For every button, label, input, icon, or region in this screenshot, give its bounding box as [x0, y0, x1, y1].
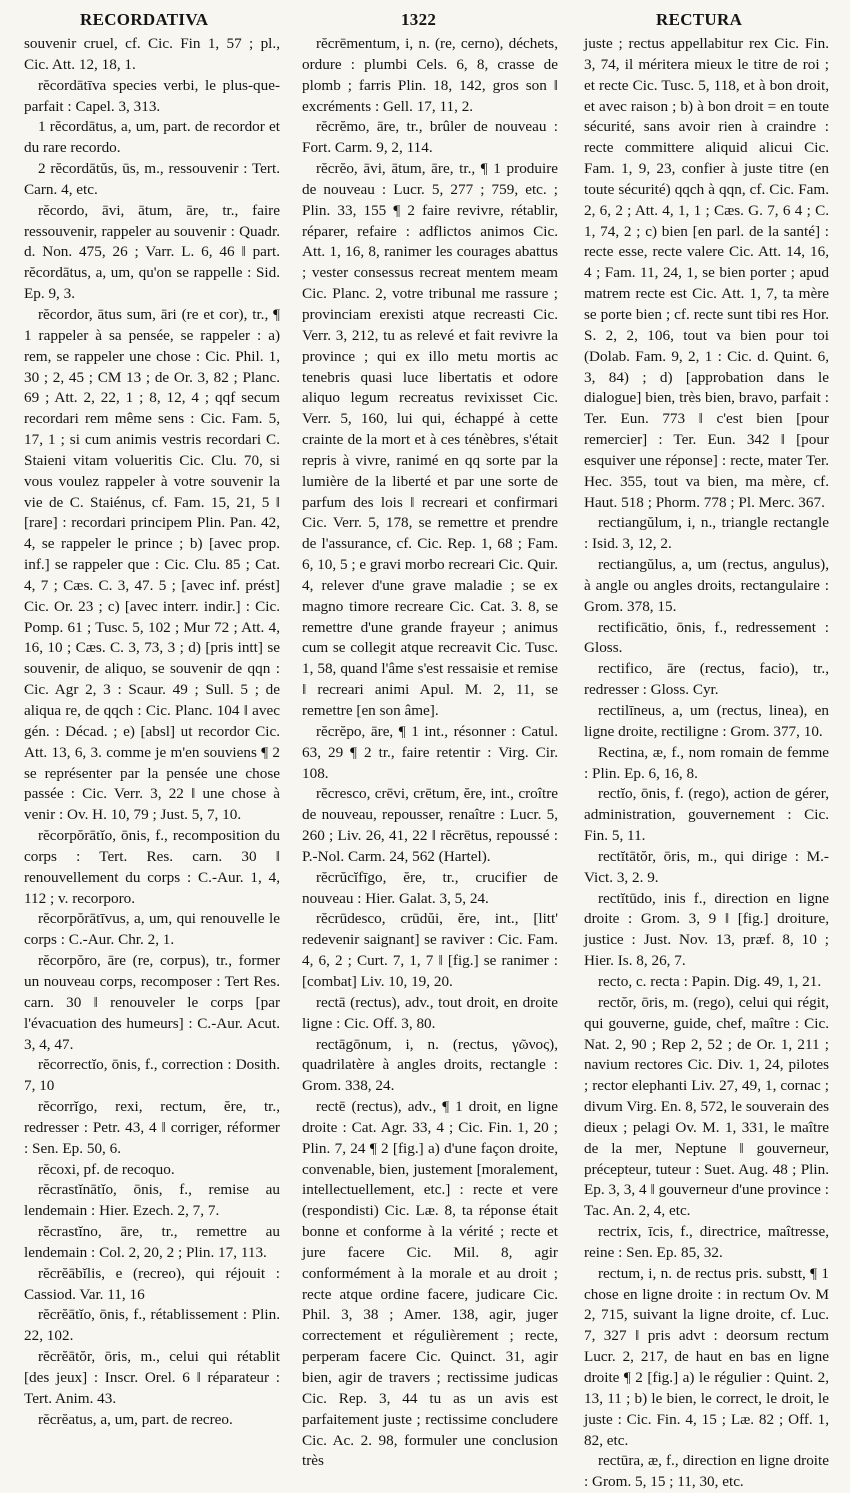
dictionary-entry: rĕcrĕātĭo, ōnis, f., rétablissement : Plin. 22, 102.: [24, 1306, 280, 1345]
header-left-catchword: RECORDATIVA: [80, 10, 209, 29]
page-number: 1322: [401, 10, 437, 29]
dictionary-entry: souvenir cruel, cf. Cic. Fin 1, 57 ; pl., Cic. Att. 12, 18, 1.: [24, 35, 280, 73]
dictionary-entry: rĕcrēmentum, i, n. (re, cerno), déchets, ordure : plumbi Cels. 6, 8, crasse de plomb ; farris Plin. 18, 142, gros son ‖ excréments : Gell. 17, 11, 2.: [302, 35, 558, 115]
dictionary-entry: rectĭtātŏr, ōris, m., qui dirige : M.-Vict. 3, 2. 9.: [584, 847, 829, 886]
dictionary-entry: rĕcrŭcĭfīgo, ĕre, tr., crucifier de nouveau : Hier. Galat. 3, 5, 24.: [302, 868, 558, 907]
dictionary-entry: rĕcorrĭgo, rexi, rectum, ĕre, tr., redresser : Petr. 43, 4 ‖ corriger, réformer : Sen. Ep. 50, 6.: [24, 1098, 280, 1157]
dictionary-entry: rectiangŭlum, i, n., triangle rectangle : Isid. 3, 12, 2.: [584, 514, 829, 553]
dictionary-entry: rĕcrastĭno, āre, tr., remettre au lendemain : Col. 2, 20, 2 ; Plin. 17, 113.: [24, 1223, 280, 1261]
dictionary-entry: rĕcorpŏro, āre (re, corpus), tr., former un nouveau corps, recomposer : Tert Res. carn. 30 ‖ renouveler le corps [par l'évacuation des humeurs] : C.-Aur. Acut. 3, 4, 47.: [24, 952, 280, 1053]
dictionary-entry: rectā (rectus), adv., tout droit, en droite ligne : Cic. Off. 3, 80.: [302, 993, 558, 1032]
dictionary-entry: Rectina, æ, f., nom romain de femme : Plin. Ep. 6, 16, 8.: [584, 743, 829, 782]
dictionary-entry: rectilīneus, a, um (rectus, linea), en ligne droite, rectiligne : Grom. 377, 10.: [584, 702, 829, 740]
dictionary-entry: rĕcrūdesco, crūdŭi, ĕre, int., [litt' redevenir saignant] se raviver : Cic. Fam. 4, 6, 2 ; Curt. 7, 1, 7 ‖ [fig.] se ranimer : [combat] Liv. 10, 19, 20.: [302, 910, 558, 990]
dictionary-entry: rectificātio, ōnis, f., redressement : Gloss.: [584, 618, 829, 657]
dictionary-entry: rĕcrĕātŏr, ōris, m., celui qui rétablit [des jeux] : Inscr. Orel. 6 ‖ réparateur : Tert. Anim. 43.: [24, 1348, 280, 1407]
dictionary-entry: rĕcorrectĭo, ōnis, f., correction : Dosith. 7, 10: [24, 1056, 280, 1095]
dictionary-entry: rĕcordor, ātus sum, āri (re et cor), tr., ¶ 1 rappeler à sa pensée, se rappeler : a) rem, se rappeler une chose : Cic. Phil. 1, 30 ; 2, 45 ; CM 13 ; de Or. 3, 82 ; Planc. 69 ; Att. 2, 22, 1 ; 8, 12, 4 ; qqf secum recordari rem même sens : Cic. Fam. 5, 17, 1 ; si cum animis vestris recordari C. Staieni vitam volueritis Cic. Clu. 70, si vous voulez rappeler à votre souvenir la vie de C. Staiénus, cf. Fam. 15, 21, 5 ‖ [rare] : recordari principem Plin. Pan. 42, 4, se rappeler le prince ; b) [avec prop. inf.] se rappeler que : Cic. Clu. 85 ; Cat. 4, 7 ; Cæs. C. 3, 47. 5 ; [avec inf. prést] Cic. Or. 23 ; c) [avec interr. indir.] : Cic. Pomp. 61 ; Tusc. 5, 102 ; Mur 72 ; Att. 4, 16, 10 ; Cæs. C. 3, 73, 3 ; d) [pris intt] se souvenir, de aliquo, se souvenir de qqn : Cic. Agr 2, 3 : Scaur. 49 ; Sull. 5 ; de aliqua re, de qqch : Cic. Planc. 104 ‖ avec gén. : Décad. ; e) [absl] ut recordor Cic. Att. 13, 6, 3. comme je m'en souviens ¶ 2 se représenter par la pensée une chose passée : Cic. Verr. 3, 22 ‖ une chose à venir : Ov. H. 10, 79 ; Just. 5, 7, 10.: [24, 305, 280, 824]
column-1: [24, 34, 280, 1428]
dictionary-entry: rectum, i, n. de rectus pris. substt, ¶ 1 chose en ligne droite : in rectum Ov. M 2, 715, suivant la ligne droite, cf. Luc. 7, 327 ‖ pris advt : deorsum rectum Lucr. 2, 217, de haut en bas en ligne droite ¶ 2 [fig.] a) le régulier : Quint. 2, 13, 11 ; b) le bien, le correct, le droit, le juste : Cic. Fin. 4, 15 ; Læ. 82 ; Off. 1, 82, etc.: [584, 1264, 829, 1449]
dictionary-entry: rectifico, āre (rectus, facio), tr., redresser : Gloss. Cyr.: [584, 660, 829, 699]
dictionary-entry: 1 rĕcordātus, a, um, part. de recordor et du rare recordo.: [24, 118, 280, 157]
dictionary-entry: rectrix, īcis, f., directrice, maîtresse, reine : Sen. Ep. 85, 32.: [584, 1223, 829, 1261]
dictionary-entry: rĕcrĕpo, āre, ¶ 1 int., résonner : Catul. 63, 29 ¶ 2 tr., faire retentir : Virg. Cir. 108.: [302, 722, 558, 782]
column-3: [584, 34, 829, 1491]
header-right-catchword: RECTURA: [656, 10, 743, 29]
dictionary-entry: rĕcrĕatus, a, um, part. de recreo.: [38, 1410, 233, 1428]
dictionary-entry: rectŏr, ōris, m. (rego), celui qui régit, qui gouverne, guide, chef, maître : Cic. Nat. 2, 90 ; Rep 2, 52 ; de Or. 1, 211 ; navium rectores Cic. Div. 1, 24, pilotes ; rector elephanti Liv. 27, 49, 1, cornac ; divum Virg. En. 8, 572, le souverain des dieux ; pelagi Ov. M. 1, 331, le maître de la mer, Neptune ‖ gouverneur, précepteur, tuteur : Suet. Aug. 48 ; Plin. Ep. 3, 3, 4 ‖ gouverneur d'une province : Tac. An. 2, 4, etc.: [584, 993, 829, 1220]
dictionary-entry: rĕcresco, crēvi, crētum, ĕre, int., croître de nouveau, repousser, renaître : Lucr. 5, 260 ; Liv. 26, 41, 22 ‖ rĕcrētus, repoussé : P.-Nol. Carm. 24, 562 (Hartel).: [302, 785, 558, 865]
dictionary-entry: rectĭo, ōnis, f. (rego), action de gérer, administration, gouvernement : Cic. Fin. 5, 11.: [584, 785, 829, 845]
dictionary-entry: rĕcrĕābĭlis, e (recreo), qui réjouit : Cassiod. Var. 11, 16: [24, 1264, 280, 1303]
dictionary-entry: rectē (rectus), adv., ¶ 1 droit, en ligne droite : Cat. Agr. 33, 4 ; Cic. Fin. 1, 20 ; Plin. 7, 24 ¶ 2 [fig.] a) d'une façon droite, convenable, bien, justement [moralement, intellectuellement, etc.] : recte et vere (respondisti) Cic. Læ. 8, ta réponse était bonne et conforme à la vérité ; recte et jure facere Cic. Mil. 8, agir conformément à la morale et au droit ; recte atque ordine facere, judicare Cic. Phil. 3, 38 ; Amer. 138, agir, juger correctement et régulièrement ; recte, perperam facere Cic. Quinct. 31, agir bien, agir de travers ; rectissime judicas Cic. Rep. 3, 44 tu as un avis est parfaitement juste ; rectissime concludere Cic. Ac. 2. 98, formuler une conclusion très: [302, 1098, 558, 1470]
dictionary-entry: recto, c. recta : Papin. Dig. 49, 1, 21.: [598, 972, 822, 990]
dictionary-entry: rĕcrastĭnātĭo, ōnis, f., remise au lendemain : Hier. Ezech. 2, 7, 7.: [24, 1181, 280, 1220]
dictionary-entry: rĕcorpŏrātĭo, ōnis, f., recomposition du corps : Tert. Res. carn. 30 ‖ renouvellement du corps : C.-Aur. 1, 4, 112 ; v. recorporo.: [24, 827, 280, 907]
dictionary-entry: rĕcoxi, pf. de recoquo.: [38, 1160, 175, 1178]
dictionary-entry: rectĭtūdo, inis f., direction en ligne droite : Grom. 3, 9 ‖ [fig.] droiture, justice : Just. Nov. 13, præf. 8, 10 ; Hier. Is. 8, 26, 7.: [584, 889, 829, 970]
dictionary-entry: 2 rĕcordātŭs, ūs, m., ressouvenir : Tert. Carn. 4, etc.: [24, 160, 280, 198]
dictionary-entry: rĕcorpŏrātīvus, a, um, qui renouvelle le corps : C.-Aur. Chr. 2, 1.: [24, 910, 280, 949]
dictionary-entry: rĕcordo, āvi, ātum, āre, tr., faire ressouvenir, rappeler au souvenir : Quadr. d. Non. 475, 26 ; Varr. L. 6, 46 ‖ part. rĕcordātus, a, um, qu'on se rappelle : Sid. Ep. 9, 3.: [24, 201, 280, 303]
dictionary-entry: rĕcrĕmo, āre, tr., brûler de nouveau : Fort. Carm. 9, 2, 114.: [302, 118, 558, 157]
dictionary-entry: rectiangŭlus, a, um (rectus, angulus), à angle ou angles droits, rectangulaire : Grom. 378, 15.: [584, 556, 829, 615]
dictionary-entry: rĕcordātīva species verbi, le plus-que-parfait : Capel. 3, 313.: [24, 76, 280, 115]
column-2: [302, 34, 558, 1470]
dictionary-entry: juste ; rectus appellabitur rex Cic. Fin. 3, 74, il méritera mieux le titre de roi ; et recte Cic. Tusc. 5, 118, et à bon droit, et avec raison ; b) à bon droit = en toute sécurité, sans avoir rien à craindre : recte committere aliquid alicui Cic. Fam. 1, 9, 23, confier à juste titre (en toute sécurité) qqch à qqn, cf. Cic. Fam. 2, 6, 2 ; Att. 4, 1, 1 ; Cæs. G. 7, 6 4 ; C. 1, 74, 2 ; c) bien [en parl. de la santé] : recte esse, recte valere Cic. Att. 14, 16, 4 ; Fam. 11, 24, 1, se bien porter ; apud matrem recte est Cic. Att. 1, 7, ta mère se porte bien ; cf. recte sunt tibi res Hor. S. 2, 2, 106, tout va bien pour toi (Dolab. Fam. 9, 2, 1 : Cic. d. Quint. 6, 3, 84) ; d) [approbation dans le dialogue] bien, très bien, bravo, parfait : Ter. Eun. 773 ‖ c'est bien [pour remercier] : Ter. Eun. 342 ‖ [pour esquiver une réponse] : recte, mater Ter. Hec. 355, tout va bien, ma mère, cf. Haut. 518 ; Phorm. 778 ; Pl. Merc. 367.: [584, 35, 829, 511]
dictionary-entry: rĕcrĕo, āvi, ātum, āre, tr., ¶ 1 produire de nouveau : Lucr. 5, 277 ; 759, etc. ; Plin. 33, 155 ¶ 2 faire revivre, rétablir, réparer, refaire : adflictos animos Cic. Att. 1, 16, 8, ranimer les courages abattus ; vester consessus recreat mentem meam Cic. Planc. 2, votre tribunal me rassure ; provinciam erexisti atque recreasti Cic. Verr. 3, 212, tu as relevé et fait revivre la province ; qui ex illo metu mortis ac tenebris quasi luce libertatis et odore aliquo legum recreatus revixisset Cic. Verr. 5, 160, lui qui, échappé à cette crainte de la mort et à ces ténèbres, s'était repris à vivre, ranimé en qq sorte par la lumière de la liberté et par une sorte de parfum des lois ‖ recreari et confirmari Cic. Verr. 5, 178, se remettre et prendre de l'assurance, cf. Cic. Rep. 1, 68 ; Fam. 6, 10, 5 ; e gravi morbo recreari Cic. Quir. 4, relever d'une grave maladie ; se ex magno timore recreare Cic. Cat. 3. 8, se remettre d'une grande frayeur ; animus cum se collegit atque recreavit Cic. Tusc. 1, 58, quand l'âme s'est ressaisie et remise ‖ recreari animi Apul. M. 2, 11, se remettre [en son âme].: [302, 160, 558, 719]
dictionary-entry: rectūra, æ, f., direction en ligne droite : Grom. 5, 15 ; 11, 30, etc.: [584, 1452, 829, 1491]
dictionary-entry: rectāgōnum, i, n. (rectus, γῶνος), quadrilatère à angles droits, rectangle : Grom. 338, 24.: [302, 1035, 558, 1095]
